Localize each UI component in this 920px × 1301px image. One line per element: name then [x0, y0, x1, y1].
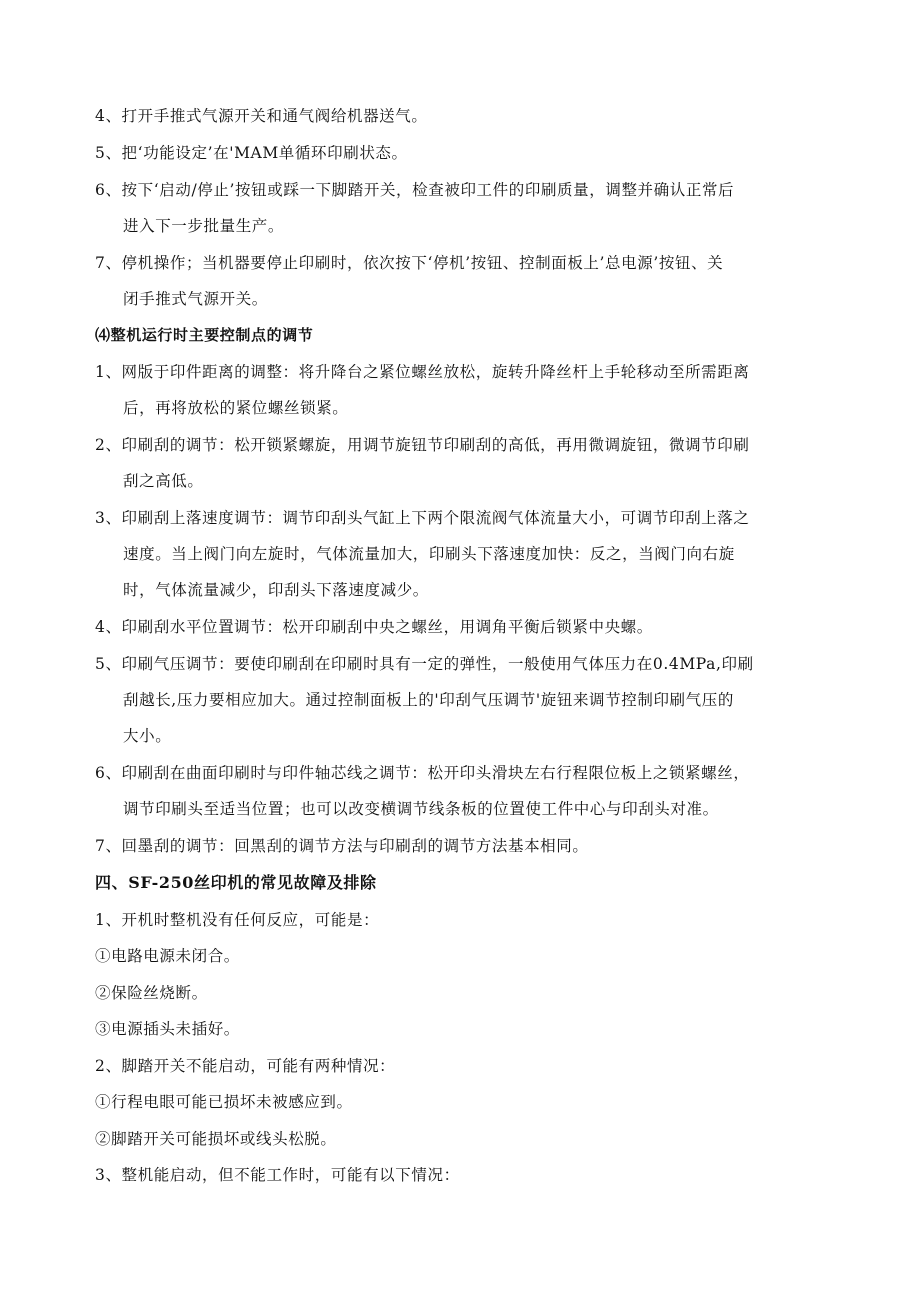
section-heading-control-points: ⑷整机运行时主要控制点的调节 [95, 326, 314, 344]
fault-2-line: 2、脚踏开关不能启动，可能有两种情况： [95, 1057, 396, 1075]
adjust-3-continuation-1: 速度。当上阀门向左旋时，气体流量加大，印刷头下落速度加快：反之，当阀门向右旋 [123, 545, 735, 563]
adjust-3-line: 3、印刷刮上落速度调节：调节印刮头气缸上下两个限流阀气体流量大小，可调节印刮上落之 [95, 509, 750, 527]
fault-1-line: 1、开机时整机没有任何反应，可能是： [95, 911, 380, 929]
step-5-line: 5、把‘功能设定’在'MAM单循环印刷状态。 [95, 144, 408, 162]
step-7-line: 7、停机操作；当机器要停止印刷时，依次按下‘停机’按钮、控制面板上’总电源’按钮、关 [95, 254, 724, 272]
adjust-2-continuation: 刮之高低。 [123, 472, 204, 490]
adjust-2-line: 2、印刷刮的调节：松开锁紧螺旋，用调节旋钮节印刷刮的高低，再用微调旋钮，微调节印刷 [95, 436, 750, 454]
step-4-line: 4、打开手推式气源开关和通气阀给机器送气。 [95, 107, 428, 125]
step-7-continuation: 闭手推式气源开关。 [123, 290, 268, 308]
adjust-6-continuation: 调节印刷头至适当位置；也可以改变横调节线条板的位置使工件中心与印刮头对准。 [123, 800, 719, 818]
fault-2-cause-1: ①行程电眼可能已损坏未被感应到。 [95, 1093, 353, 1111]
adjust-1-line: 1、网版于印件距离的调整：将升降台之紧位螺丝放松，旋转升降丝杆上手轮移动至所需距离 [95, 363, 750, 381]
adjust-6-line: 6、印刷刮在曲面印刷时与印件轴芯线之调节：松开印头滑块左右行程限位板上之锁紧螺丝， [95, 764, 750, 782]
fault-2-cause-2: ②脚踏开关可能损坏或线头松脱。 [95, 1130, 337, 1148]
adjust-3-continuation-2: 时，气体流量减少，印刮头下落速度减少。 [123, 581, 429, 599]
adjust-4-line: 4、印刷刮水平位置调节：松开印刷刮中央之螺丝，用调角平衡后锁紧中央螺。 [95, 618, 653, 636]
adjust-7-line: 7、回墨刮的调节：回黑刮的调节方法与印刷刮的调节方法基本相同。 [95, 837, 589, 855]
fault-3-line: 3、整机能启动，但不能工作时，可能有以下情况： [95, 1166, 460, 1184]
adjust-5-continuation-2: 大小。 [123, 727, 172, 745]
adjust-5-line: 5、印刷气压调节：要使印刷刮在印刷时具有一定的弹性，一般使用气体压力在0.4MPa,印刷 [95, 655, 754, 673]
section-heading-faults: 四、SF-250丝印机的常见故障及排除 [95, 873, 377, 892]
adjust-1-continuation: 后，再将放松的紧位螺丝锁紧。 [123, 399, 349, 417]
step-6-line: 6、按下‘启动/停止’按钮或踩一下脚踏开关，检查被印工件的印刷质量，调整并确认正常后 [95, 181, 735, 199]
fault-1-cause-1: ①电路电源未闭合。 [95, 947, 240, 965]
fault-1-cause-3: ③电源插头未插好。 [95, 1020, 240, 1038]
fault-1-cause-2: ②保险丝烧断。 [95, 984, 208, 1002]
step-6-continuation: 进入下一步批量生产。 [123, 217, 285, 235]
adjust-5-continuation-1: 刮越长,压力要相应加大。通过控制面板上的'印刮气压调节'旋钮来调节控制印刷气压的 [123, 691, 734, 709]
